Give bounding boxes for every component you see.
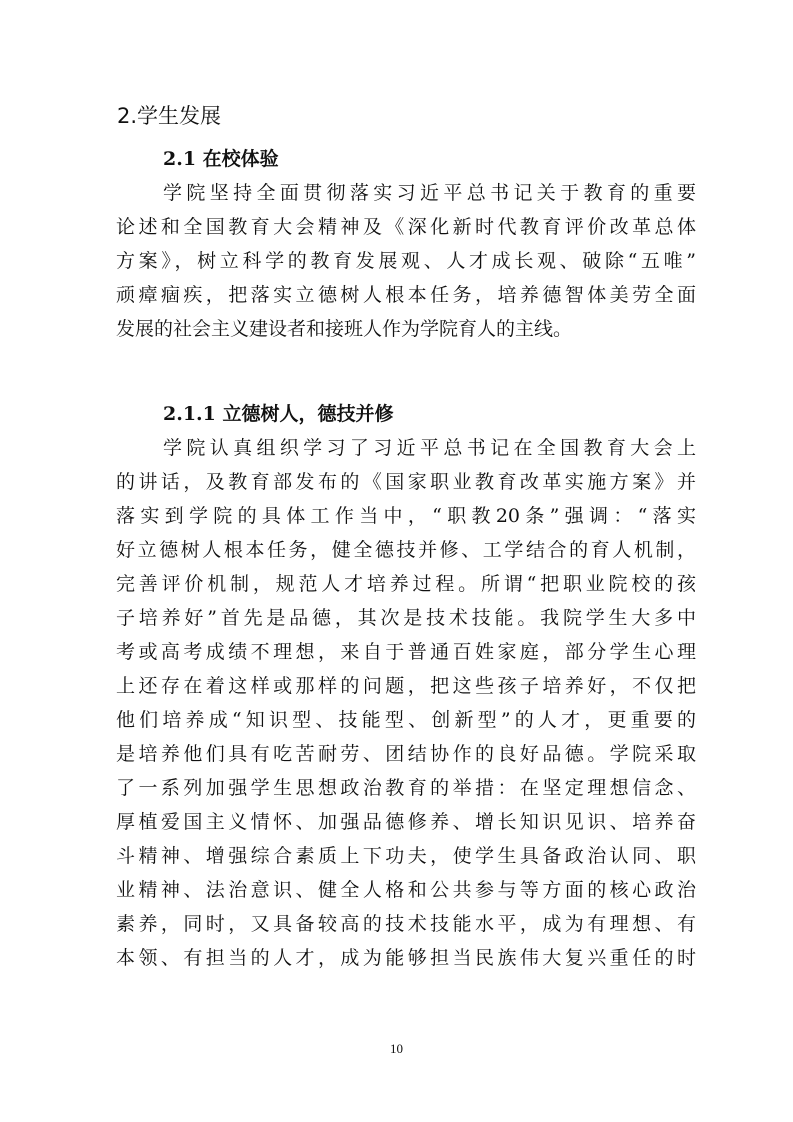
page-number: 10 [390,1041,403,1056]
paragraph-line: 考或高考成绩不理想，来自于普通百姓家庭，部分学生心理 [116,641,696,663]
paragraph-line: 论述和全国教育大会精神及《深化新时代教育评价改革总体 [116,216,696,238]
paragraph-line: 完善评价机制，规范人才培养过程。所谓“把职业院校的孩 [116,573,696,595]
paragraph-line: 方案》，树立科学的教育发展观、人才成长观、破除“五唯” [116,250,696,272]
paragraph-line: 了一系列加强学生思想政治教育的举措：在坚定理想信念、 [116,777,696,799]
paragraph-line: 斗精神、增强综合素质上下功夫，使学生具备政治认同、职 [116,845,696,867]
paragraph-line: 子培养好”首先是品德，其次是技术技能。我院学生大多中 [116,607,696,629]
subsection-heading-moral-skill: 2.1.1 立德树人，德技并修 [163,403,394,425]
paragraph-line: 素养，同时，又具备较高的技术技能水平，成为有理想、有 [116,913,696,935]
paragraph-school-experience [116,176,696,346]
paragraph-line: 厚植爱国主义情怀、加强品德修养、增长知识见识、培养奋 [116,811,696,833]
section-title: 2.学生发展 [117,104,222,128]
paragraph-line: 上还存在着这样或那样的问题，把这些孩子培养好，不仅把 [116,675,696,697]
paragraph-moral-skill [116,431,696,975]
paragraph-line: 他们培养成“知识型、技能型、创新型”的人才，更重要的 [116,709,696,731]
paragraph-line: 好立德树人根本任务，健全德技并修、工学结合的育人机制， [116,539,696,561]
paragraph-line: 的讲话，及教育部发布的《国家职业教育改革实施方案》并 [116,471,696,493]
paragraph-line: 发展的社会主义建设者和接班人作为学院育人的主线。 [116,318,573,340]
paragraph-line: 业精神、法治意识、健全人格和公共参与等方面的核心政治 [116,879,696,901]
paragraph-line: 是培养他们具有吃苦耐劳、团结协作的良好品德。学院采取 [116,743,696,765]
paragraph-line: 顽瘴痼疾，把落实立德树人根本任务，培养德智体美劳全面 [116,284,696,306]
paragraph-line: 学院坚持全面贯彻落实习近平总书记关于教育的重要 [163,182,696,204]
paragraph-line: 落实到学院的具体工作当中，“职教20条”强调：“落实 [116,505,696,527]
subsection-heading-school-experience: 2.1 在校体验 [163,148,279,170]
paragraph-line: 学院认真组织学习了习近平总书记在全国教育大会上 [163,437,696,459]
paragraph-line: 本领、有担当的人才，成为能够担当民族伟大复兴重任的时 [116,947,696,969]
